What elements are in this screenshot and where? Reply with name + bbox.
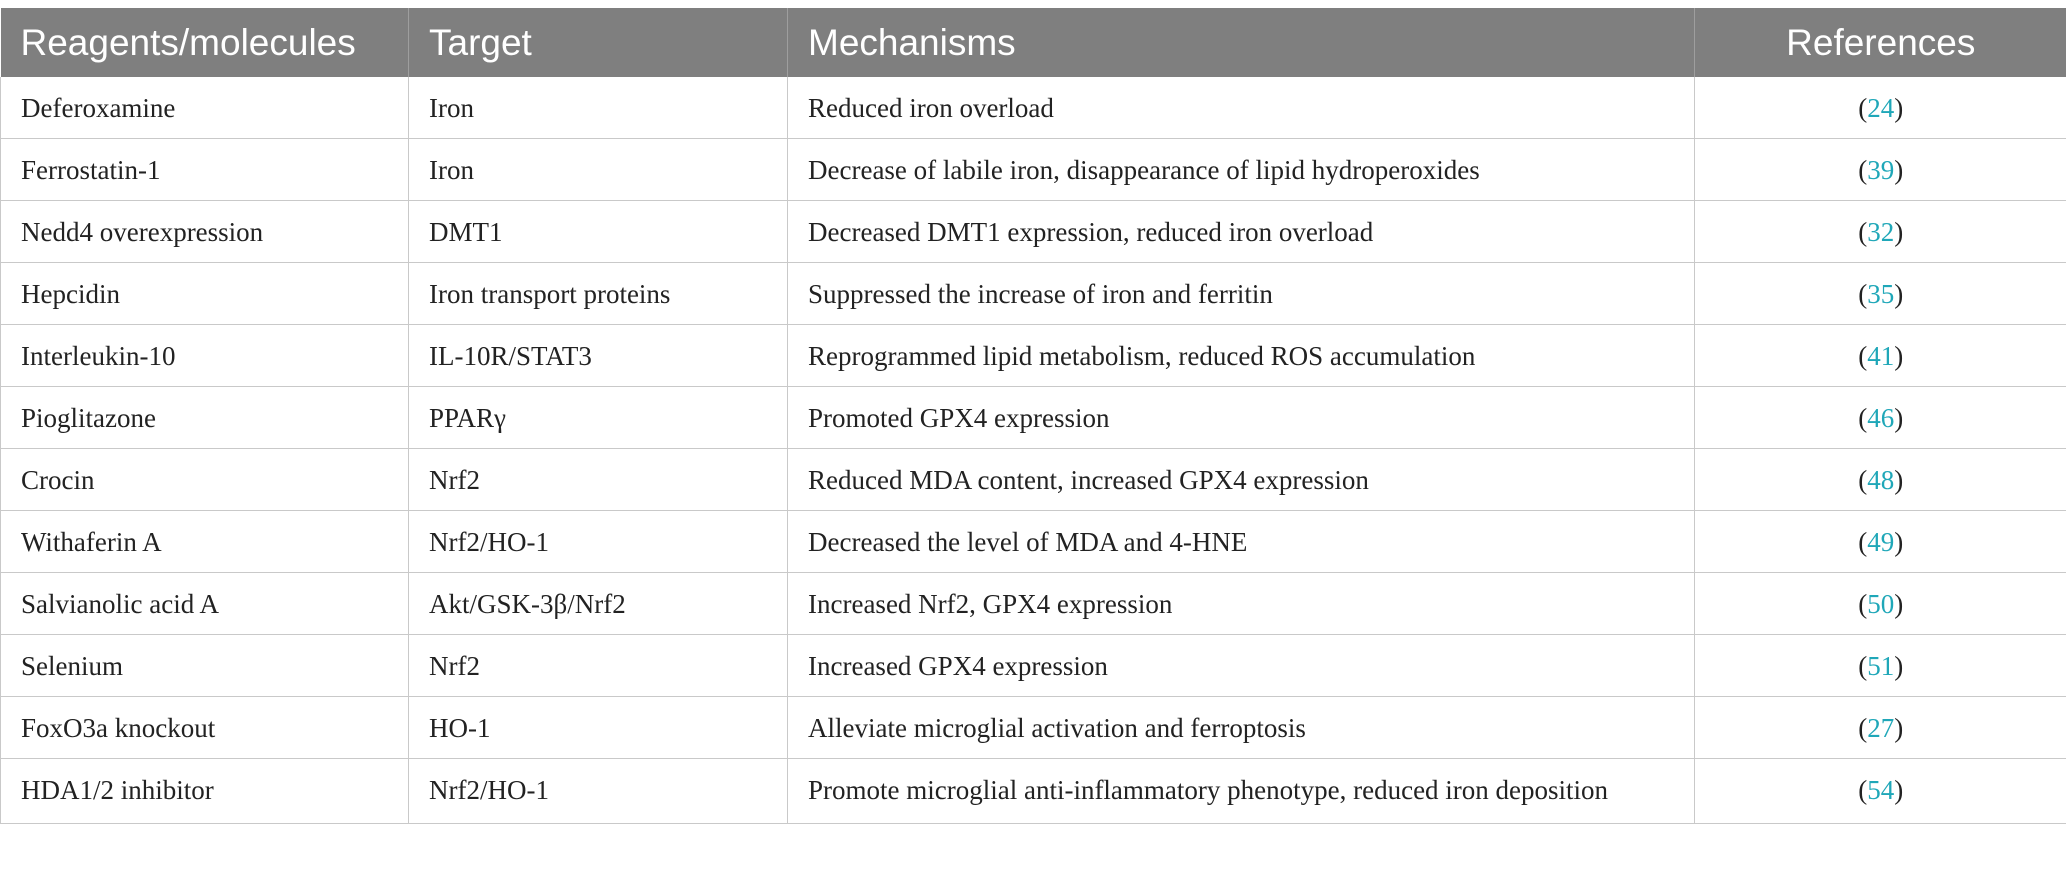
table-row <box>1 77 2066 139</box>
reagent-cell: Ferrostatin-1 <box>1 139 409 201</box>
header-references: References <box>1695 4 2066 77</box>
reagent-cell: Selenium <box>1 635 409 697</box>
table-row <box>1 263 2066 325</box>
reference-cell: (54) <box>1695 759 2066 824</box>
reference-cell: (48) <box>1695 449 2066 511</box>
mechanism-cell: Decrease of labile iron, disappearance of lipid hydroperoxides <box>788 139 1695 201</box>
header-target: Target <box>409 4 788 77</box>
target-cell: Nrf2/HO-1 <box>409 759 788 824</box>
table-row <box>1 387 2066 449</box>
target-cell: Iron <box>409 139 788 201</box>
mechanism-cell: Increased Nrf2, GPX4 expression <box>788 573 1695 635</box>
reagent-cell: Interleukin-10 <box>1 325 409 387</box>
table-row <box>1 201 2066 263</box>
reference-cell: (35) <box>1695 263 2066 325</box>
table-body <box>1 77 2066 824</box>
reference-link[interactable]: 50 <box>1867 588 1895 619</box>
reagent-cell: FoxO3a knockout <box>1 697 409 759</box>
mechanism-cell: Reduced MDA content, increased GPX4 expression <box>788 449 1695 511</box>
target-cell: Nrf2/HO-1 <box>409 511 788 573</box>
target-cell: Nrf2 <box>409 635 788 697</box>
reference-cell: (46) <box>1695 387 2066 449</box>
reference-link[interactable]: 27 <box>1867 712 1895 743</box>
target-cell: Nrf2 <box>409 449 788 511</box>
header-row <box>1 4 2066 77</box>
target-cell: Iron transport proteins <box>409 263 788 325</box>
table-row <box>1 759 2066 824</box>
header-reagents: Reagents/molecules <box>1 4 409 77</box>
reference-link[interactable]: 51 <box>1867 650 1895 681</box>
table-row <box>1 449 2066 511</box>
reference-link[interactable]: 32 <box>1867 216 1895 247</box>
reference-cell: (39) <box>1695 139 2066 201</box>
target-cell: Iron <box>409 77 788 139</box>
mechanism-cell: Reprogrammed lipid metabolism, reduced ROS accumulation <box>788 325 1695 387</box>
reagent-cell: HDA1/2 inhibitor <box>1 759 409 824</box>
reagent-cell: Deferoxamine <box>1 77 409 139</box>
reference-cell: (27) <box>1695 697 2066 759</box>
reagent-cell: Withaferin A <box>1 511 409 573</box>
target-cell: PPARγ <box>409 387 788 449</box>
reference-link[interactable]: 41 <box>1867 340 1895 371</box>
mechanism-cell: Promoted GPX4 expression <box>788 387 1695 449</box>
mechanism-cell: Decreased DMT1 expression, reduced iron overload <box>788 201 1695 263</box>
mechanism-cell: Decreased the level of MDA and 4-HNE <box>788 511 1695 573</box>
reagent-cell: Salvianolic acid A <box>1 573 409 635</box>
header-mechanisms: Mechanisms <box>788 4 1695 77</box>
table-row <box>1 573 2066 635</box>
target-cell: DMT1 <box>409 201 788 263</box>
table-header <box>1 4 2066 77</box>
table-row <box>1 697 2066 759</box>
reference-cell: (50) <box>1695 573 2066 635</box>
reference-cell: (49) <box>1695 511 2066 573</box>
table-row <box>1 325 2066 387</box>
reference-link[interactable]: 46 <box>1867 402 1895 433</box>
target-cell: Akt/GSK-3β/Nrf2 <box>409 573 788 635</box>
reference-link[interactable]: 24 <box>1867 92 1895 123</box>
mechanism-cell: Suppressed the increase of iron and ferritin <box>788 263 1695 325</box>
reference-link[interactable]: 54 <box>1867 775 1895 805</box>
reference-link[interactable]: 35 <box>1867 278 1895 309</box>
reagent-cell: Crocin <box>1 449 409 511</box>
reference-cell: (41) <box>1695 325 2066 387</box>
table-row <box>1 511 2066 573</box>
reference-cell: (24) <box>1695 77 2066 139</box>
reagent-cell: Hepcidin <box>1 263 409 325</box>
reference-cell: (32) <box>1695 201 2066 263</box>
mechanism-cell: Promote microglial anti-inflammatory phenotype, reduced iron deposition <box>788 759 1695 824</box>
table-row <box>1 139 2066 201</box>
reference-link[interactable]: 49 <box>1867 526 1895 557</box>
reference-link[interactable]: 48 <box>1867 464 1895 495</box>
table-row <box>1 635 2066 697</box>
reagent-cell: Pioglitazone <box>1 387 409 449</box>
reagent-cell: Nedd4 overexpression <box>1 201 409 263</box>
mechanism-cell: Alleviate microglial activation and ferroptosis <box>788 697 1695 759</box>
target-cell: HO-1 <box>409 697 788 759</box>
reference-cell: (51) <box>1695 635 2066 697</box>
mechanism-cell: Increased GPX4 expression <box>788 635 1695 697</box>
mechanism-cell: Reduced iron overload <box>788 77 1695 139</box>
target-cell: IL-10R/STAT3 <box>409 325 788 387</box>
reference-link[interactable]: 39 <box>1867 154 1895 185</box>
